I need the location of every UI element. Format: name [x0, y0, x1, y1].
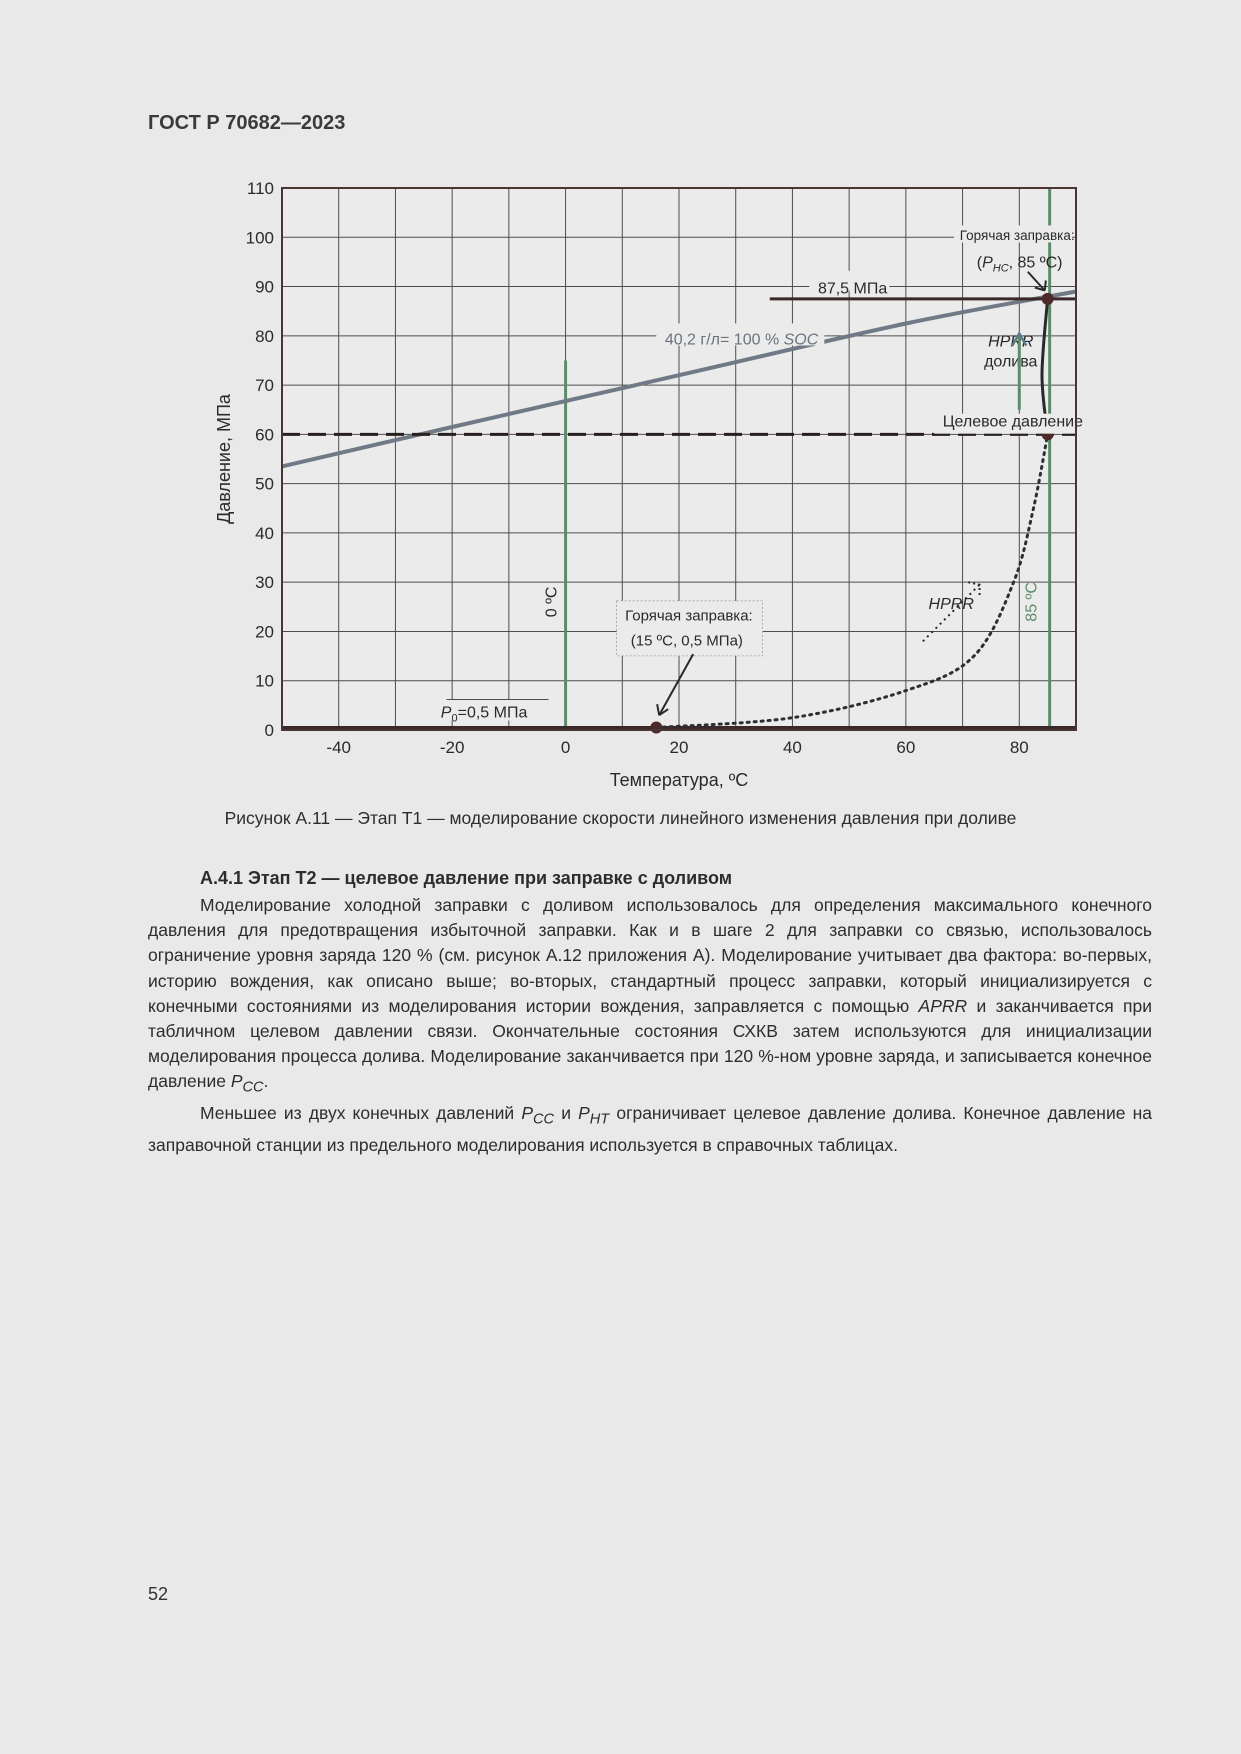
text-span: HC	[992, 262, 1009, 275]
x-tick-labels	[326, 738, 1028, 757]
y-tick-label: 30	[255, 573, 274, 593]
text-span: SOC	[783, 331, 819, 349]
y-tick-label: 100	[245, 228, 274, 248]
hot-fill-high-line1: Горячая заправка:	[959, 228, 1075, 244]
figure	[0, 0, 1241, 800]
text-span: P	[440, 704, 452, 722]
text-span: 0	[451, 712, 458, 725]
x-axis-label: Температура, ºС	[609, 770, 749, 790]
y-axis-label: Давление, МПа	[214, 394, 234, 524]
x-tick-label: 0	[560, 738, 571, 757]
paragraph-1: Моделирование холодной заправки с доливом использовалось для определения максимального конечного давления для предотвращения избыточной заправки. Как и в шаге 2 для заправки со связью, использовалось ограничение уровня заряда 120 % (см. рисунок А.12 приложения А). Моделирование учитывает два фактора: во-первых, историю вождения, как описано выше; во-вторых, стандартный процесс заправки, который инициализируется с конечными состояниями из моделирования истории вождения, заправляется с помощью APRR и заканчивается при табличном целевом давлении связи. Окончательные состояния СХКВ затем используются для инициализации моделирования процесса долива. Моделирование заканчивается при 120 %-ном уровне заряда, и записывается конечное давление $P_{CC}$.	[148, 895, 1152, 1096]
x-tick-label: -40	[326, 738, 352, 757]
y-tick-label: 20	[255, 622, 274, 642]
text-span: =0,5 МПа	[457, 704, 528, 722]
x-tick-label: 40	[782, 738, 802, 757]
hot-fill-high-line2	[977, 254, 1063, 274]
y-tick-label: 0	[264, 721, 274, 740]
hot-fill-low-line1: Горячая заправка:	[625, 607, 753, 625]
text-span: (	[976, 254, 983, 272]
y-tick-label: 80	[255, 326, 274, 346]
x-tick-label: 60	[896, 738, 916, 757]
text-span: 40,2 г/л= 100 %	[664, 331, 784, 349]
document-header: ГОСТ Р 70682—2023	[148, 112, 346, 134]
y-tick-label: 40	[255, 523, 274, 543]
text-span: , 85 ºС)	[1008, 254, 1063, 272]
paragraph-2: Меньшее из двух конечных давлений $P_{CC}$ и $P_{HT}$ ограничивает целевое давление долива. Конечное давление на заправочной станции из предельного моделирования используется в справочных таблицах.	[148, 1103, 1152, 1155]
page-number: 52	[148, 1584, 169, 1604]
section-body	[148, 893, 1152, 1158]
text-span: P	[982, 254, 993, 272]
x-tick-label: 20	[669, 738, 689, 757]
y-tick-label: 50	[255, 474, 274, 494]
y-tick-label: 60	[255, 425, 274, 445]
y-tick-labels	[246, 179, 274, 740]
hprr-topoff-label: HPRR	[988, 333, 1034, 351]
pressure-temperature-chart	[0, 0, 1241, 800]
target-pressure-label: Целевое давление	[942, 413, 1084, 431]
hot-fill-low-line2: (15 ºС, 0,5 МПа)	[630, 632, 743, 650]
y-tick-label: 10	[255, 671, 274, 691]
p875-label: 87,5 МПа	[817, 280, 888, 298]
hprr-label: HPRR	[928, 595, 974, 613]
y-tick-label: 90	[255, 277, 274, 297]
soc-line-label	[665, 332, 819, 349]
hprr-topoff-sublabel: долива	[984, 353, 1038, 371]
data-point	[650, 722, 662, 734]
x-tick-label: 80	[1009, 738, 1029, 757]
section-title: А.4.1 Этап Т2 — целевое давление при заправке с доливом	[200, 868, 733, 888]
x-tick-label: -20	[439, 738, 465, 757]
figure-caption: Рисунок А.11 — Этап Т1 — моделирование скорости линейного изменения давления при доливе	[224, 808, 1017, 828]
data-point	[1042, 293, 1054, 305]
zero-celsius-label: 0 ºС	[543, 586, 561, 618]
y-tick-label: 70	[255, 376, 274, 396]
eighty-five-celsius-label: 85 ºС	[1023, 582, 1041, 622]
y-tick-label: 110	[246, 179, 274, 198]
